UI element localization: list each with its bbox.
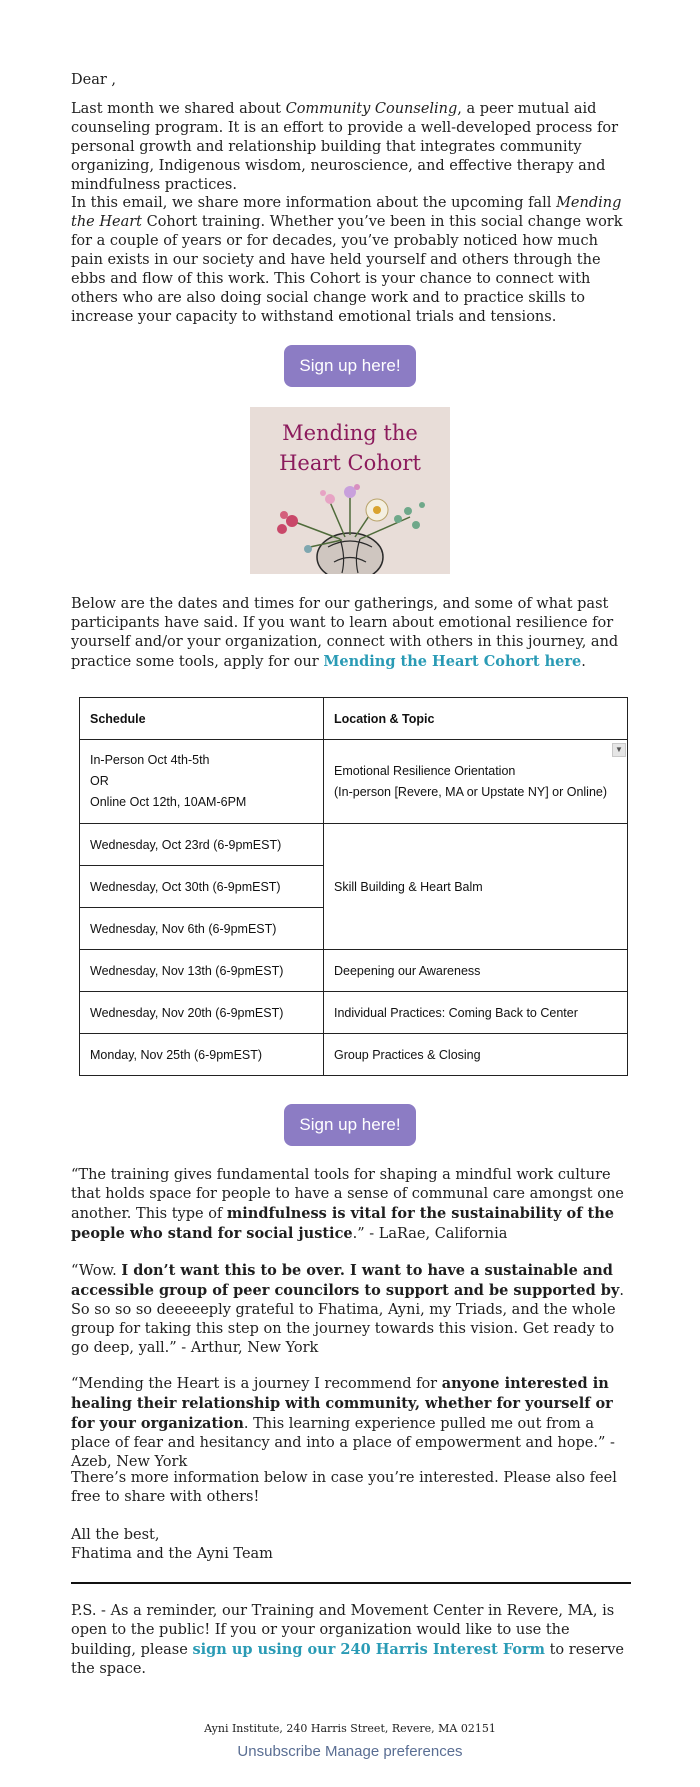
footer-address: Ayni Institute, 240 Harris Street, Revere, MA 02151	[204, 1722, 496, 1735]
skill-building-topic: Skill Building & Heart Balm	[324, 824, 628, 950]
cell-dropdown-icon[interactable]: ▼	[612, 743, 626, 757]
testimonial-azeb: “Mending the Heart is a journey I recommend for anyone interested in healing their relationship with community, whether for yourself or for your organization. This learning experience pulled me out from a place of fear and hesitancy and into a place of empowerment and hope.” - Azeb, New York	[71, 1375, 615, 1470]
testimonial-arthur: “Wow. I don’t want this to be over. I want to have a sustainable and accessible group of peer councilors to support and be supported by. So so so so deeeeeply grateful to Fhatima, Ayni, my Triads, and the whole group for taking this step on the journey towards this vision. Get ready to go deep, yall.” - Arthur, New York	[71, 1262, 624, 1356]
orientation-topic: Emotional Resilience Orientation (In-person [Revere, MA or Upstate NY] or Online) ▼	[324, 740, 628, 824]
table-row-topic: Group Practices & Closing	[324, 1034, 628, 1076]
table-row-date: Wednesday, Oct 30th (6-9pmEST)	[80, 866, 324, 908]
table-row-date: Wednesday, Oct 23rd (6-9pmEST)	[80, 824, 324, 866]
greeting: Dear ,	[71, 72, 117, 88]
ps-paragraph: P.S. - As a reminder, our Training and Movement Center in Revere, MA, is open to the public! If you or your organization would like to use the building, please sign up using our 240 Harris Interest Form to reserve the space.	[71, 1603, 625, 1677]
footer-links	[0, 1743, 700, 1760]
more-info-paragraph: There’s more information below in case you’re interested. Please also feel free to share with others!	[71, 1470, 617, 1505]
schedule-header: Schedule	[80, 698, 324, 740]
unsubscribe-link[interactable]: Unsubscribe	[237, 1743, 321, 1760]
hero-image	[250, 407, 450, 574]
divider	[71, 1582, 631, 1584]
details-paragraph: In this email, we share more information about the upcoming fall Mending the Heart Cohort training. Whether you’ve been in this social change work for a couple of years or for decades, you’ve probably noticed how much pain exists in our society and have held yourself and others through the ebbs and flow of this work. This Cohort is your chance to connect with others who are also doing social change work and to practice skills to increase your capacity to withstand emotional trials and tensions.	[71, 195, 623, 325]
signoff-line1: All the best,	[71, 1527, 160, 1543]
testimonial-larae: “The training gives fundamental tools for shaping a mindful work culture that holds space for people to have a sense of communal care amongst one another. This type of mindfulness is vital for the sustainability of the people who stand for social justice.” - LaRae, California	[71, 1167, 624, 1242]
footer	[0, 1722, 700, 1735]
orientation-dates: In-Person Oct 4th-5th OR Online Oct 12th, 10AM-6PM	[80, 740, 324, 824]
signoff-line2: Fhatima and the Ayni Team	[71, 1546, 273, 1562]
heart-flowers-illustration	[250, 407, 450, 574]
sign-up-button-top[interactable]: Sign up here!	[284, 345, 416, 387]
hero-title: Mending the Heart Cohort	[279, 421, 421, 475]
manage-preferences-link[interactable]: Manage preferences	[324, 1743, 463, 1760]
cohort-apply-link[interactable]: Mending the Heart Cohort here	[323, 653, 582, 670]
table-row-date: Wednesday, Nov 13th (6-9pmEST)	[80, 950, 324, 992]
table-row-date: Wednesday, Nov 20th (6-9pmEST)	[80, 992, 324, 1034]
sign-up-button-bottom[interactable]: Sign up here!	[284, 1104, 416, 1146]
table-row-topic: Deepening our Awareness	[324, 950, 628, 992]
dates-intro-paragraph: Below are the dates and times for our gatherings, and some of what past participants have said. If you want to learn about emotional resilience for yourself and/or your organization, connect with others in this journey, and practice some tools, apply for our Mending the Heart Cohort here.	[71, 596, 619, 670]
schedule-table	[79, 697, 628, 1076]
table-row-date: Monday, Nov 25th (6-9pmEST)	[80, 1034, 324, 1076]
intro-paragraph: Last month we shared about Community Counseling, a peer mutual aid counseling program. It is an effort to provide a well-developed process for personal growth and relationship building that integrates community organizing, Indigenous wisdom, neuroscience, and effective therapy and mindfulness practices.	[71, 101, 618, 193]
location-topic-header: Location & Topic	[324, 698, 628, 740]
harris-interest-form-link[interactable]: sign up using our 240 Harris Interest Form	[192, 1641, 545, 1658]
table-row-date: Wednesday, Nov 6th (6-9pmEST)	[80, 908, 324, 950]
table-row-topic: Individual Practices: Coming Back to Center	[324, 992, 628, 1034]
